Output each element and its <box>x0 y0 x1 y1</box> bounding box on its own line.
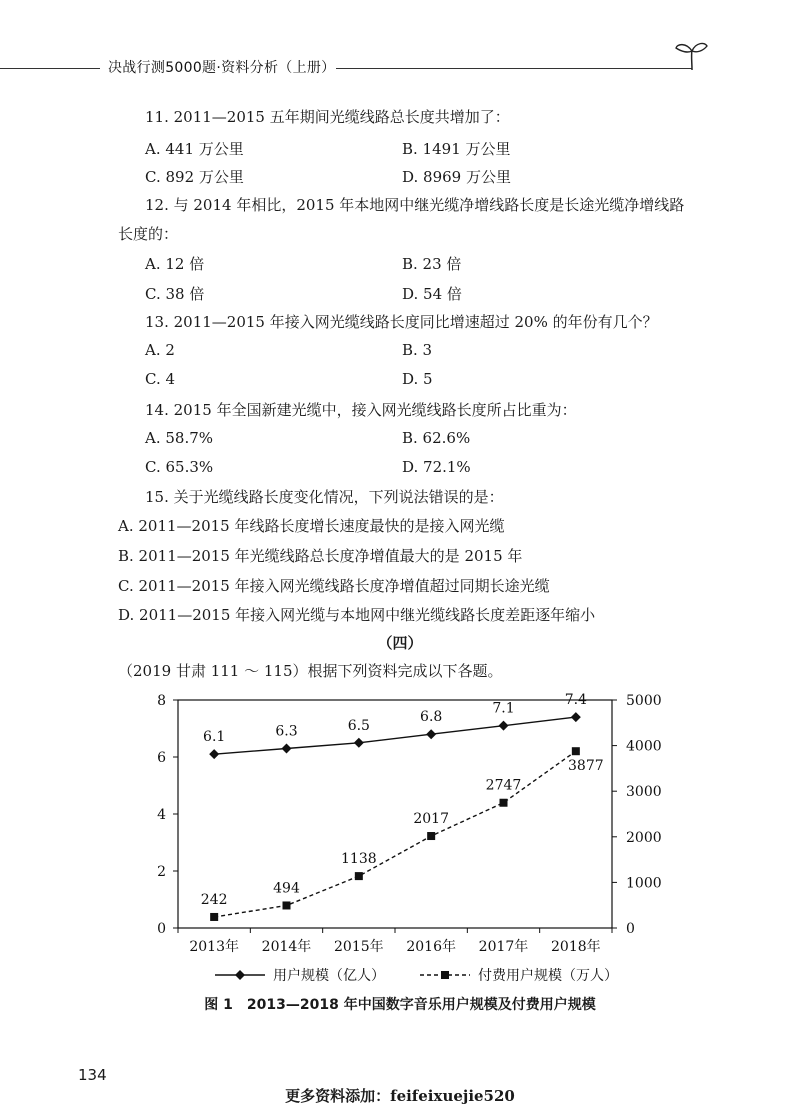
q14-option-d[interactable]: D. 72.1% <box>402 458 471 476</box>
x-tick-label: 2018年 <box>551 939 601 955</box>
figure-caption: 图 1 2013—2018 年中国数字音乐用户规模及付费用户规模 <box>204 997 596 1013</box>
user-scale-data-label: 6.5 <box>347 717 370 734</box>
user-scale-data-label: 6.1 <box>203 729 226 746</box>
x-tick-label: 2014年 <box>261 939 312 955</box>
section-title: （四） <box>377 634 423 652</box>
q11-option-d[interactable]: D. 8969 万公里 <box>402 168 511 186</box>
paid-user-data-label: 2747 <box>485 777 522 794</box>
y-left-tick-label: 6 <box>157 750 166 766</box>
sprout-icon <box>672 38 712 72</box>
q13-option-c[interactable]: C. 4 <box>145 370 176 388</box>
x-tick-label: 2016年 <box>406 939 456 955</box>
chart-axes <box>157 693 662 955</box>
question-15-stem: 15. 关于光缆线路长度变化情况，下列说法错误的是： <box>145 488 504 506</box>
q12-option-b[interactable]: B. 23 倍 <box>402 255 462 273</box>
paid-user-data-label: 494 <box>273 880 300 897</box>
paid-user-data-label: 3877 <box>568 758 604 775</box>
paid-user-data-label: 242 <box>200 891 228 908</box>
y-right-tick-label: 5000 <box>626 693 662 709</box>
q12-option-d[interactable]: D. 54 倍 <box>402 285 462 303</box>
user-scale-data-label: 7.1 <box>492 700 515 717</box>
q12-option-c[interactable]: C. 38 倍 <box>145 285 205 303</box>
question-14-stem: 14. 2015 年全国新建光缆中，接入网光缆线路长度所占比重为： <box>145 401 577 419</box>
y-right-tick-label: 0 <box>626 921 635 937</box>
paid-user-point <box>427 832 435 840</box>
legend-label-user-scale: 用户规模（亿人） <box>273 968 385 984</box>
legend-marker-paid-users <box>441 971 449 979</box>
q14-option-a[interactable]: A. 58.7% <box>145 429 214 447</box>
question-11-stem: 11. 2011—2015 五年期间光缆线路总长度共增加了： <box>145 108 510 126</box>
user-scale-data-label: 6.3 <box>275 723 298 740</box>
paid-user-data-label: 2017 <box>413 811 449 828</box>
question-12-stem: 12. 与 2014 年相比，2015 年本地网中继光缆净增线路长度是长途光缆净增线路 <box>145 196 685 214</box>
user-scale-chart <box>0 688 800 988</box>
q15-option-c[interactable]: C. 2011—2015 年接入网光缆线路长度净增值超过同期长途光缆 <box>118 577 550 595</box>
y-left-tick-label: 2 <box>157 864 166 880</box>
q12-option-a[interactable]: A. 12 倍 <box>145 255 205 273</box>
q11-option-b[interactable]: B. 1491 万公里 <box>402 140 511 158</box>
x-tick-label: 2015年 <box>334 939 384 955</box>
q13-option-a[interactable]: A. 2 <box>145 341 175 359</box>
user-scale-data-label: 7.4 <box>564 692 587 709</box>
chart-series <box>201 692 604 921</box>
y-left-tick-label: 0 <box>157 921 166 937</box>
user-scale-point <box>354 738 364 748</box>
user-scale-point <box>282 743 292 753</box>
footer-note: 更多资料添加：feifeixuejie520 <box>285 1087 515 1105</box>
q13-option-b[interactable]: B. 3 <box>402 341 433 359</box>
paid-user-point <box>210 913 218 921</box>
user-scale-point <box>499 721 509 731</box>
chart-legend <box>215 967 618 984</box>
q15-option-d[interactable]: D. 2011—2015 年接入网光缆与本地网中继光缆线路长度差距逐年缩小 <box>118 606 596 624</box>
q13-option-d[interactable]: D. 5 <box>402 370 433 388</box>
y-right-tick-label: 3000 <box>626 784 662 801</box>
legend-label-paid-users: 付费用户规模（万人） <box>478 968 618 984</box>
user-scale-point <box>571 712 581 722</box>
header-rule-left <box>0 68 100 69</box>
paid-user-point <box>355 872 363 880</box>
y-right-tick-label: 4000 <box>626 738 662 755</box>
header-rule-right <box>336 68 692 69</box>
user-scale-point <box>426 729 436 739</box>
section-intro: （2019 甘肃 111 ～ 115）根据下列资料完成以下各题。 <box>118 662 503 680</box>
x-tick-label: 2013年 <box>189 939 239 955</box>
q11-option-c[interactable]: C. 892 万公里 <box>145 168 244 186</box>
x-tick-label: 2017年 <box>478 939 529 955</box>
paid-user-point <box>572 747 580 755</box>
legend-marker-user-scale <box>235 970 245 980</box>
plot-frame <box>178 700 612 928</box>
user-scale-point <box>209 749 219 759</box>
q14-option-c[interactable]: C. 65.3% <box>145 458 214 476</box>
page-number: 134 <box>78 1066 107 1084</box>
q14-option-b[interactable]: B. 62.6% <box>402 429 471 447</box>
y-right-tick-label: 2000 <box>626 829 662 846</box>
paid-user-data-label: 1138 <box>341 851 377 868</box>
q11-option-a[interactable]: A. 441 万公里 <box>145 140 244 158</box>
paid-user-point <box>500 799 508 807</box>
user-scale-data-label: 6.8 <box>420 709 443 726</box>
paid-user-line <box>214 751 576 917</box>
user-scale-line <box>214 717 576 754</box>
question-12-stem-continued: 长度的： <box>118 225 179 243</box>
paid-user-point <box>283 901 291 909</box>
y-left-tick-label: 4 <box>157 807 166 823</box>
book-title: 决战行测5000题·资料分析（上册） <box>108 60 336 76</box>
question-13-stem: 13. 2011—2015 年接入网光缆线路长度同比增速超过 20% 的年份有几个？ <box>145 313 658 331</box>
q15-option-a[interactable]: A. 2011—2015 年线路长度增长速度最快的是接入网光缆 <box>118 517 505 535</box>
y-left-tick-label: 8 <box>157 693 166 709</box>
y-right-tick-label: 1000 <box>626 875 662 892</box>
q15-option-b[interactable]: B. 2011—2015 年光缆线路总长度净增值最大的是 2015 年 <box>118 547 523 565</box>
